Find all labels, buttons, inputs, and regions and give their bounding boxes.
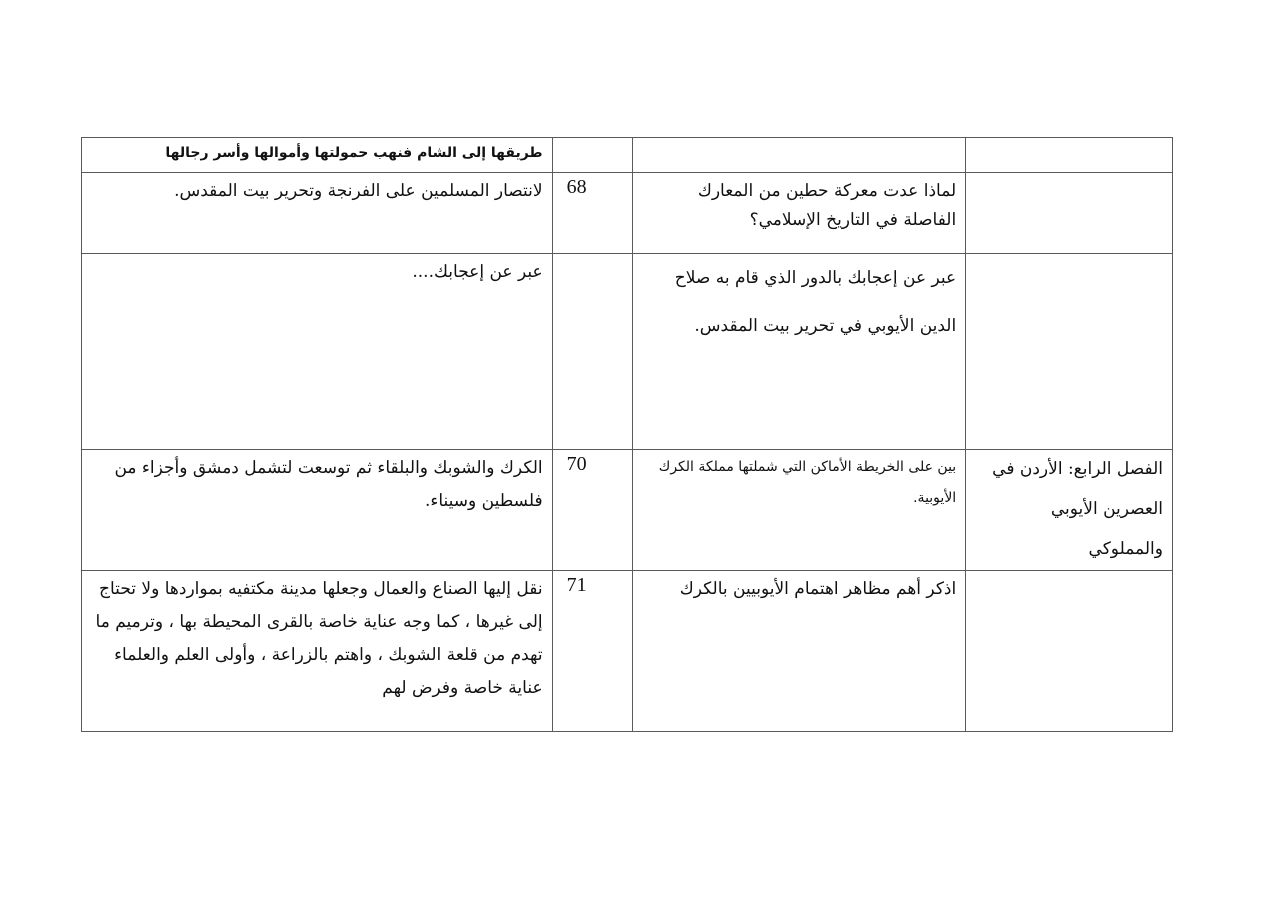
answer-cell: الكرك والشوبك والبلقاء ثم توسعت لتشمل دمشق وأجزاء من فلسطين وسيناء. <box>82 450 553 571</box>
table-row <box>82 138 1173 173</box>
answer-cell: طريقها إلى الشام فنهب حمولتها وأموالها وأسر رجالها <box>82 138 553 173</box>
page-number-cell <box>552 254 632 450</box>
question-cell: اذكر أهم مظاهر اهتمام الأيوبيين بالكرك <box>632 570 965 731</box>
unit-cell <box>966 173 1173 254</box>
page-number-cell: 68 <box>552 173 632 254</box>
question-cell: بين على الخريطة الأماكن التي شملتها مملكة الكرك الأيوبية. <box>632 450 965 571</box>
table-row <box>82 254 1173 450</box>
unit-cell <box>966 138 1173 173</box>
answer-cell: لانتصار المسلمين على الفرنجة وتحرير بيت المقدس. <box>82 173 553 254</box>
question-cell: عبر عن إعجابك بالدور الذي قام به صلاح الدين الأيوبي في تحرير بيت المقدس. <box>632 254 965 450</box>
answer-cell: نقل إليها الصناع والعمال وجعلها مدينة مكتفيه بمواردها ولا تحتاج إلى غيرها ، كما وجه عناية خاصة بالقرى المحيطة بها ، وترميم ما تهدم من قلعة الشوبك ، واهتم بالزراعة ، وأولى العلم والعلماء عناية خاصة وفرض لهم <box>82 570 553 731</box>
page-number-cell <box>552 138 632 173</box>
answer-cell: عبر عن إعجابك.... <box>82 254 553 450</box>
page-number-cell: 70 <box>552 450 632 571</box>
table-row <box>82 570 1173 731</box>
unit-cell <box>966 570 1173 731</box>
question-cell: لماذا عدت معركة حطين من المعارك الفاصلة في التاريخ الإسلامي؟ <box>632 173 965 254</box>
page-number-cell: 71 <box>552 570 632 731</box>
question-cell <box>632 138 965 173</box>
table-row <box>82 173 1173 254</box>
unit-cell <box>966 254 1173 450</box>
unit-cell: الفصل الرابع: الأردن في العصرين الأيوبي والمملوكي <box>966 450 1173 571</box>
lesson-answers-table <box>81 137 1173 732</box>
table-row <box>82 450 1173 571</box>
